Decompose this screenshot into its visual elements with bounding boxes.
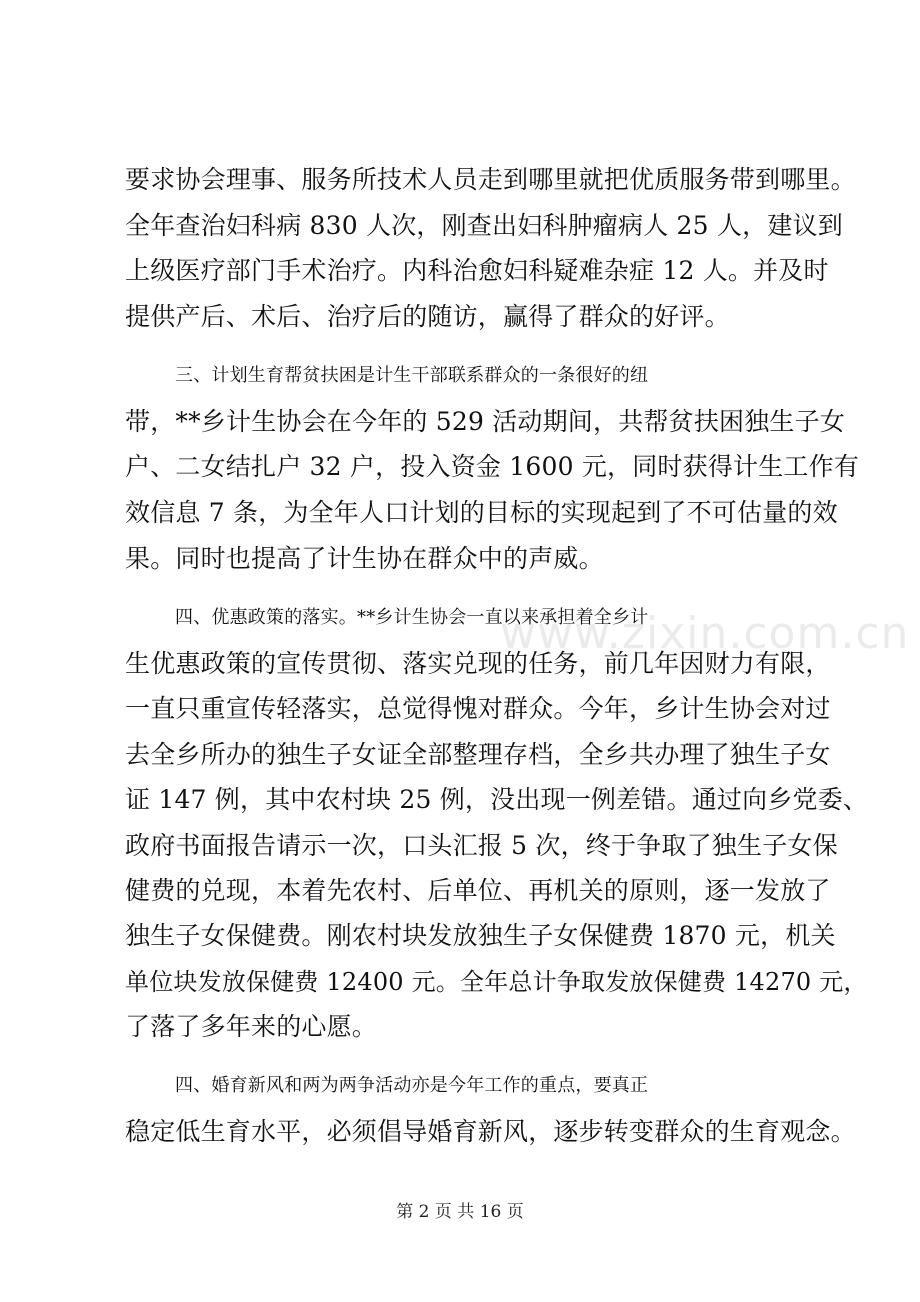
text-line: 了落了多年来的心愿。	[125, 1012, 378, 1041]
text-line: 果。同时也提高了计生协在群众中的声威。	[125, 544, 604, 573]
text-line: 政府书面报告请示一次，口头汇报 5 次，终于争取了独生子女保	[125, 831, 838, 860]
text-line: 稳定低生育水平，必须倡导婚育新风，逐步转变群众的生育观念。	[125, 1117, 856, 1146]
paragraph-start-line: 四、婚育新风和两为两争活动亦是今年工作的重点，要真正	[175, 1075, 649, 1096]
text-line: 户、二女结扎户 32 户，投入资金 1600 元，同时获得计生工作有	[125, 452, 860, 481]
text-line: 上级医疗部门手术治疗。内科治愈妇科疑难杂症 12 人。并及时	[125, 256, 829, 285]
paragraph-start-line: 三、计划生育帮贫扶困是计生干部联系群众的一条很好的纽	[175, 365, 649, 386]
text-line: 提供产后、术后、治疗后的随访，赢得了群众的好评。	[125, 302, 730, 331]
text-line: 单位块发放保健费 12400 元。全年总计争取发放保健费 14270 元，	[125, 968, 868, 996]
text-line: 去全乡所办的独生子女证全部整理存档，全乡共办理了独生子女	[125, 740, 831, 769]
paragraph-start-line: 四、优惠政策的落实。**乡计生协会一直以来承担着全乡计	[175, 607, 649, 628]
text-line: 生优惠政策的宣传贯彻、落实兑现的任务，前几年因财力有限，	[125, 649, 831, 678]
page-footer: 第 2 页 共 16 页	[396, 1202, 524, 1222]
text-line: 证 147 例，其中农村块 25 例，没出现一例差错。通过向乡党委、	[125, 785, 869, 814]
text-line: 效信息 7 条，为全年人口计划的目标的实现起到了不可估量的效	[125, 498, 838, 527]
text-line: 独生子女保健费。刚农村块发放独生子女保健费 1870 元，机关	[125, 921, 836, 950]
text-line: 带，**乡计生协会在今年的 529 活动期间，共帮贫扶困独生子女	[125, 407, 846, 436]
watermark: www.zixin.com.cn	[500, 608, 910, 659]
text-line: 要求协会理事、服务所技术人员走到哪里就把优质服务带到哪里。	[125, 165, 856, 194]
text-line: 一直只重宣传轻落实，总觉得愧对群众。今年，乡计生协会对过	[125, 694, 831, 723]
text-line: 全年查治妇科病 830 人次，刚查出妇科肿瘤病人 25 人，建议到	[125, 211, 843, 240]
text-line: 健费的兑现，本着先农村、后单位、再机关的原则，逐一发放了	[125, 876, 831, 905]
